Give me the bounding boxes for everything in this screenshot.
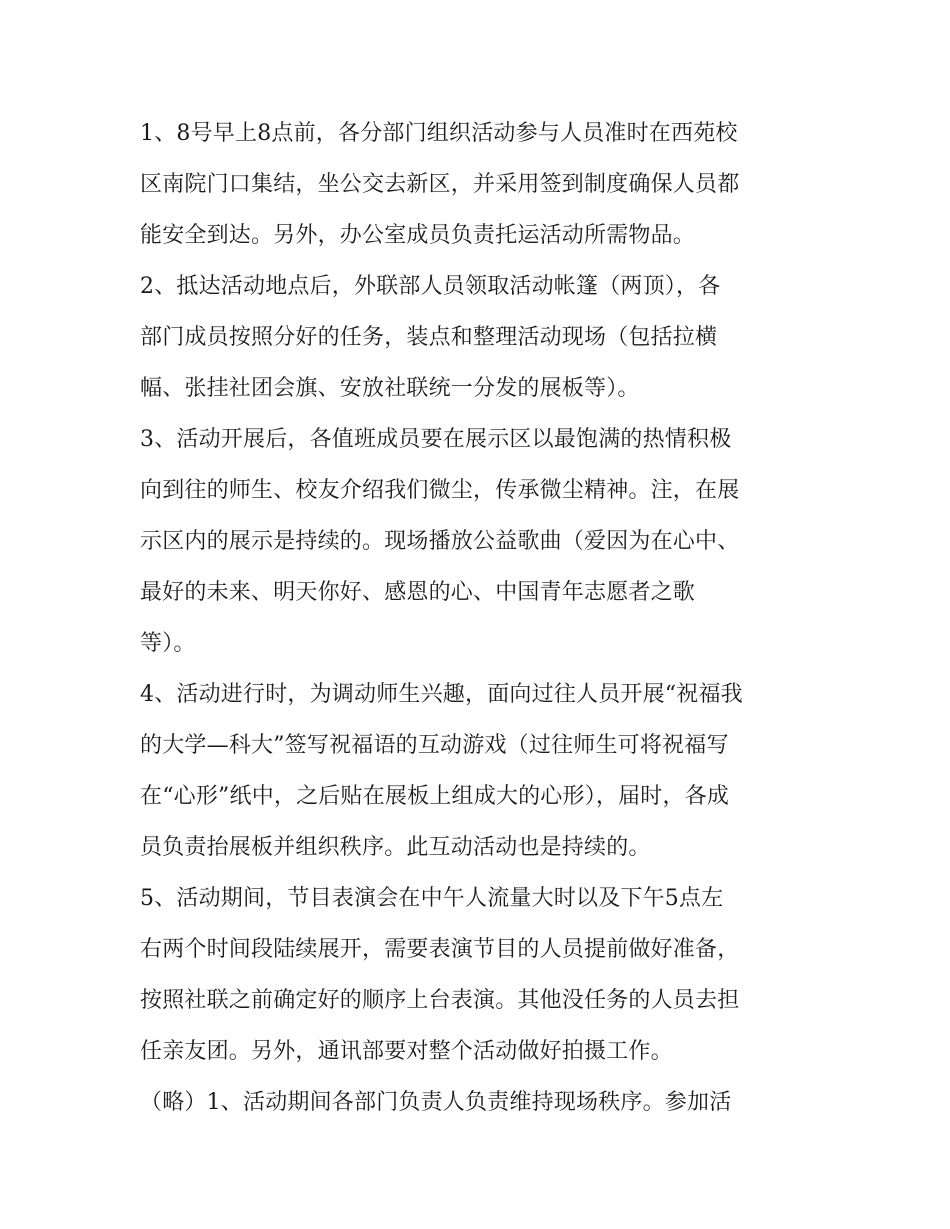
text-line: 区南院门口集结，坐公交去新区，并采用签到制度确保人员都 <box>140 172 740 197</box>
text-line: 2、抵达活动地点后，外联部人员领取活动帐篷（两顶），各 <box>140 274 721 299</box>
text-line: 能安全到达。另外，办公室成员负责托运活动所需物品。 <box>140 223 696 248</box>
text-line: 向到往的师生、校友介绍我们微尘，传承微尘精神。注，在展 <box>140 478 740 503</box>
document-body <box>140 108 820 1128</box>
text-line: 任亲友团。另外，通讯部要对整个活动做好拍摄工作。 <box>140 1039 673 1064</box>
text-line: 的大学—科大”签写祝福语的互动游戏（过往师生可将祝福写 <box>140 733 729 758</box>
text-line: 3、活动开展后，各值班成员要在展示区以最饱满的热情积极 <box>140 427 732 452</box>
text-line: 在“心形”纸中，之后贴在展板上组成大的心形），届时，各成 <box>140 784 730 809</box>
text-line: 部门成员按照分好的任务，装点和整理活动现场（包括拉横 <box>140 325 718 350</box>
text-line: 员负责抬展板并组织秩序。此互动活动也是持续的。 <box>140 835 651 860</box>
text-line: 按照社联之前确定好的顺序上台表演。其他没任务的人员去担 <box>140 988 740 1013</box>
text-line: 1、8号早上8点前，各分部门组织活动参与人员准时在西苑校 <box>140 121 738 146</box>
text-line: 4、活动进行时，为调动师生兴趣，面向过往人员开展“祝福我 <box>140 682 743 707</box>
text-line: 等）。 <box>140 631 196 656</box>
text-line: 最好的未来、明天你好、感恩的心、中国青年志愿者之歌 <box>140 580 696 605</box>
text-line: 示区内的展示是持续的。现场播放公益歌曲（爱因为在心中、 <box>140 529 740 554</box>
text-line: 幅、张挂社团会旗、安放社联统一分发的展板等）。 <box>140 376 640 401</box>
text-line: 5、活动期间，节目表演会在中午人流量大时以及下午5点左 <box>140 886 724 911</box>
text-line: 右两个时间段陆续展开，需要表演节目的人员提前做好准备， <box>140 937 740 962</box>
text-line: （略）1、活动期间各部门负责人负责维持现场秩序。参加活 <box>140 1090 732 1115</box>
